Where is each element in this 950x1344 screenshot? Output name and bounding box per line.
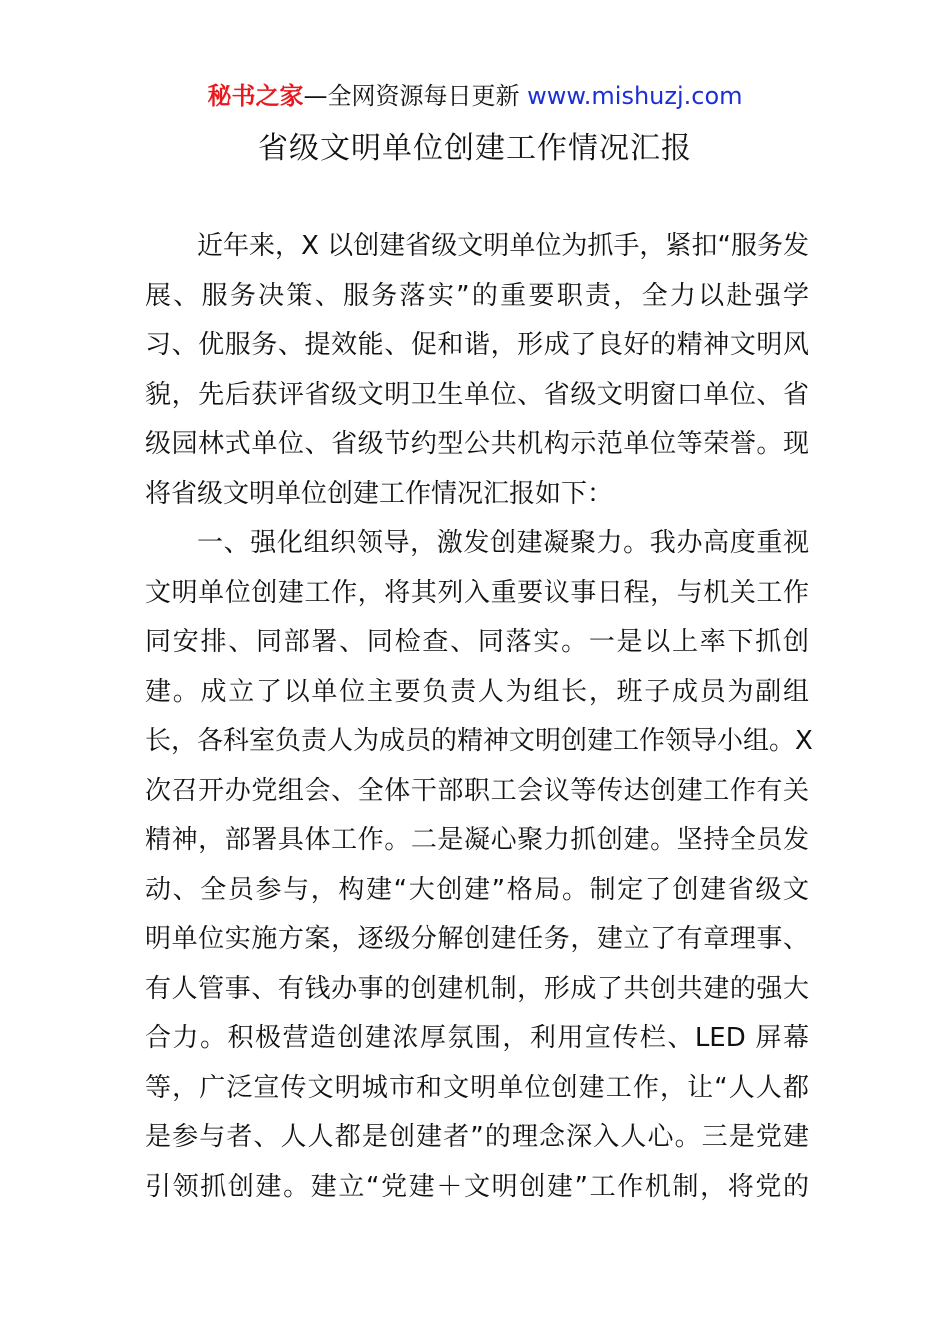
paragraph-line: 长，各科室负责人为成员的精神文明创建工作领导小组。X [145,726,813,756]
paragraph-line: 是参与者、人人都是创建者”的理念深入人心。三是党建 [145,1122,809,1152]
paragraph-line: 合力。积极营造创建浓厚氛围，利用宣传栏、LED 屏幕 [145,1023,809,1053]
paragraph-line: 近年来，X 以创建省级文明单位为抓手，紧扣“服务发 [197,231,809,261]
paragraph-line: 建。成立了以单位主要负责人为组长，班子成员为副组 [145,676,809,707]
paragraph-line: 精神，部署具体工作。二是凝心聚力抓创建。坚持全员发 [145,825,809,855]
paragraph-line: 将省级文明单位创建工作情况汇报如下： [145,478,614,509]
paragraph-line: 明单位实施方案，逐级分解创建任务，建立了有章理事、 [145,924,809,954]
paragraph-section-one [145,519,813,1212]
paragraph-line: 貌，先后获评省级文明卫生单位、省级文明窗口单位、省 [145,379,809,410]
paragraph-line: 引领抓创建。建立“党建＋文明创建”工作机制，将党的 [145,1171,809,1202]
paragraph-line: 动、全员参与，构建“大创建”格局。制定了创建省级文 [145,874,809,905]
paragraph-line: 同安排、同部署、同检查、同落实。一是以上率下抓创 [145,627,809,657]
paragraph-line: 等，广泛宣传文明城市和文明单位创建工作，让“人人都 [145,1072,809,1103]
paragraph-line: 有人管事、有钱办事的创建机制，形成了共创共建的强大 [145,973,809,1004]
paragraph-line: 级园林式单位、省级节约型公共机构示范单位等荣誉。现 [145,429,809,459]
site-header [0,80,950,112]
header-slogan: —全网资源每日更新 [303,82,520,110]
paragraph-line: 文明单位创建工作，将其列入重要议事日程，与机关工作 [145,577,809,608]
paragraph-line: 展、服务决策、服务落实”的重要职责，全力以赴强学 [145,280,809,311]
brand-name: 秘书之家 [207,82,304,110]
paragraph-intro [145,222,809,519]
paragraph-line: 习、优服务、提效能、促和谐，形成了良好的精神文明风 [145,330,809,360]
paragraph-line: 次召开办党组会、全体干部职工会议等传达创建工作有关 [145,775,809,806]
site-url-link[interactable]: www.mishuzj.com [527,82,743,110]
document-title: 省级文明单位创建工作情况汇报 [258,131,692,166]
paragraph-line: 一、强化组织领导，激发创建凝聚力。我办高度重视 [197,528,809,558]
